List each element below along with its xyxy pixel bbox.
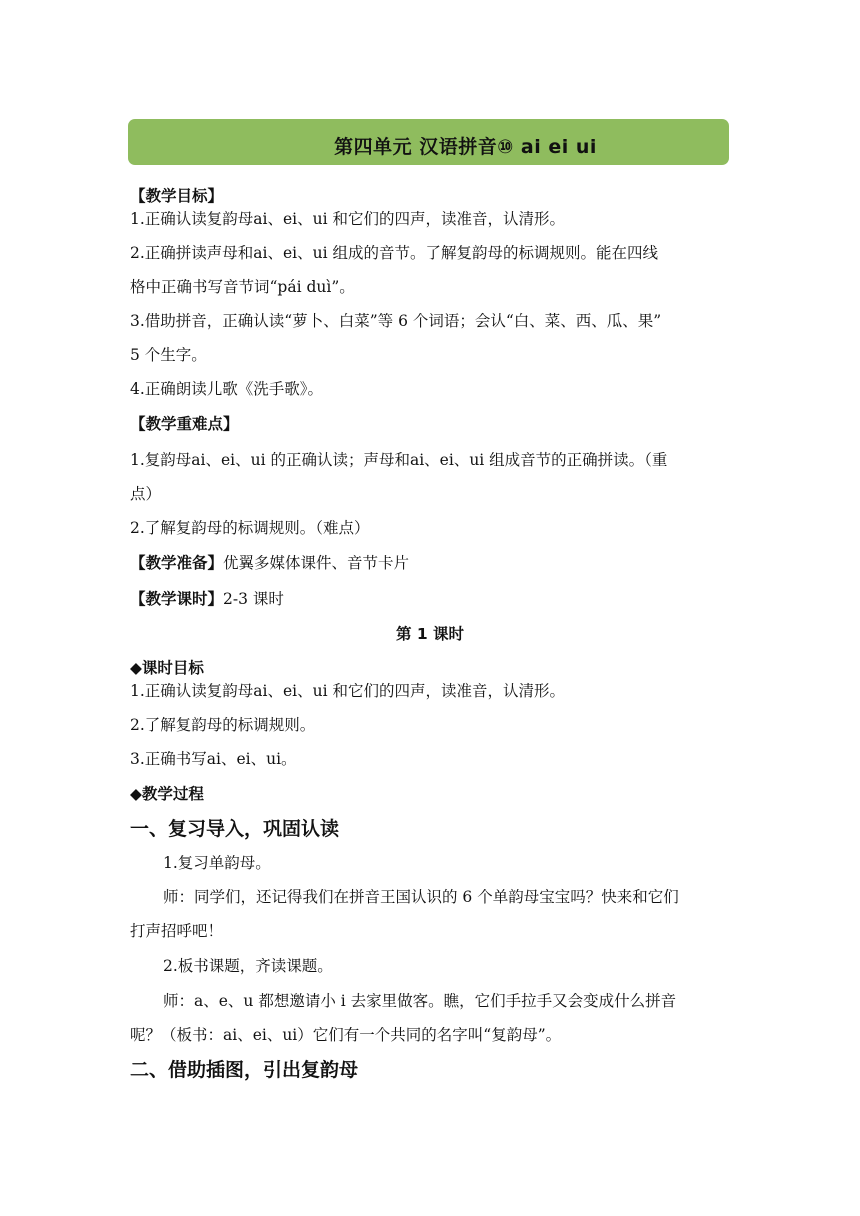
document-title: 第四单元 汉语拼音⑩ ai ei ui (334, 136, 597, 158)
goal-line: 格中正确书写音节词“pái duì”。 (130, 278, 355, 296)
lesson-title: 第 1 课时 (395, 625, 465, 643)
goal-line: 4.正确朗读儿歌《洗手歌》。 (130, 380, 324, 398)
hours-text: 2-3 课时 (223, 590, 284, 608)
lesson-goal-line: 3.正确书写ai、ei、ui。 (130, 750, 297, 768)
goals-heading: 【教学目标】 (130, 187, 224, 205)
paragraph-line: 1.复习单韵母。 (163, 854, 271, 872)
lesson-goal-heading: ◆课时目标 (130, 659, 204, 677)
paragraph-line: 师：同学们，还记得我们在拼音王国认识的 6 个单韵母宝宝吗？快来和它们 (163, 888, 679, 906)
lesson-goal-line: 1.正确认读复韵母ai、ei、ui 和它们的四声，读准音，认清形。 (130, 682, 565, 700)
paragraph-line: 打声招呼吧！ (130, 922, 224, 940)
key-point-line: 1.复韵母ai、ei、ui 的正确认读；声母和ai、ei、ui 组成音节的正确拼读。（重 (130, 451, 668, 469)
hours-line (130, 589, 730, 609)
goal-line: 1.正确认读复韵母ai、ei、ui 和它们的四声，读准音，认清形。 (130, 210, 565, 228)
section-heading: 一、复习导入，巩固认读 (130, 818, 340, 840)
key-points-heading: 【教学重难点】 (130, 415, 239, 433)
lesson-goal-line: 2.了解复韵母的标调规则。 (130, 716, 316, 734)
paragraph-line: 师：a、e、u 都想邀请小 i 去家里做客。瞧，它们手拉手又会变成什么拼音 (163, 992, 677, 1010)
hours-label: 【教学课时】 (130, 590, 224, 608)
title-banner (128, 119, 729, 165)
section-heading: 二、借助插图，引出复韵母 (130, 1059, 359, 1081)
preparation-line (130, 553, 730, 573)
paragraph-line: 呢？（板书：ai、ei、ui）它们有一个共同的名字叫“复韵母”。 (130, 1026, 562, 1044)
key-point-line: 2.了解复韵母的标调规则。（难点） (130, 519, 370, 537)
preparation-label: 【教学准备】 (130, 554, 224, 572)
goal-line: 2.正确拼读声母和ai、ei、ui 组成的音节。了解复韵母的标调规则。能在四线 (130, 244, 658, 262)
key-point-line: 点） (130, 485, 162, 503)
preparation-text: 优翼多媒体课件、音节卡片 (223, 554, 410, 572)
goal-line: 5 个生字。 (130, 346, 207, 364)
paragraph-line: 2.板书课题，齐读课题。 (163, 957, 333, 975)
goal-line: 3.借助拼音，正确认读“萝卜、白菜”等 6 个词语；会认“白、菜、西、瓜、果” (130, 312, 662, 330)
process-heading: ◆教学过程 (130, 785, 204, 803)
